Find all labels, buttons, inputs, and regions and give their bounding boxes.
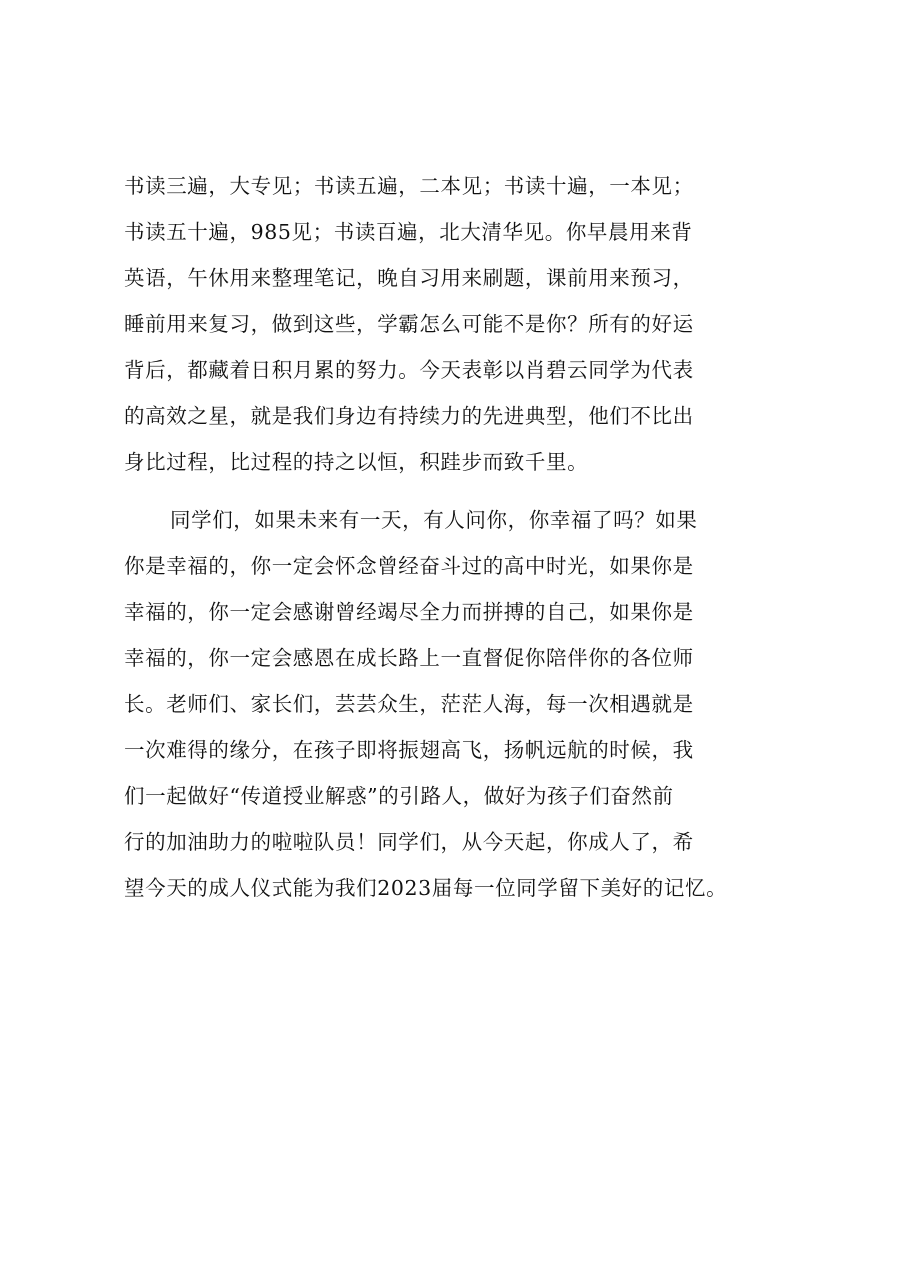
text-line: 幸福的，你一定会感谢曾经竭尽全力而拼搏的自己，如果你是	[124, 600, 694, 624]
text-line: 行的加油助力的啦啦队员！同学们，从今天起，你成人了，希	[124, 830, 694, 854]
text-line: 背后，都藏着日积月累的努力。今天表彰以肖碧云同学为代表	[124, 358, 694, 382]
text-line: 一次难得的缘分，在孩子即将振翅高飞，扬帆远航的时候，我	[124, 738, 694, 762]
text-line: 的高效之星，就是我们身边有持续力的先进典型，他们不比出	[124, 404, 694, 428]
text-line: 们一起做好“传道授业解惑”的引路人，做好为孩子们奋然前	[124, 784, 674, 808]
text-line: 英语，午休用来整理笔记，晚自习用来刷题，课前用来预习，	[124, 266, 694, 290]
text-line: 长。老师们、家长们，芸芸众生，茫茫人海，每一次相遇就是	[124, 692, 694, 716]
text-line: 身比过程，比过程的持之以恒，积跬步而致千里。	[124, 450, 589, 474]
text-line: 睡前用来复习，做到这些，学霸怎么可能不是你？所有的好运	[124, 312, 694, 336]
text-line: 望今天的成人仪式能为我们2023届每一位同学留下美好的记忆。	[124, 876, 728, 900]
text-line: 书读三遍，大专见；书读五遍，二本见；书读十遍，一本见；	[124, 174, 694, 198]
text-line: 幸福的，你一定会感恩在成长路上一直督促你陪伴你的各位师	[124, 646, 694, 670]
paragraph-first-line: 同学们，如果未来有一天，有人问你，你幸福了吗？如果	[170, 508, 698, 532]
text-line: 书读五十遍，985见；书读百遍，北大清华见。你早晨用来背	[124, 220, 693, 244]
text-line: 你是幸福的，你一定会怀念曾经奋斗过的高中时光，如果你是	[124, 554, 694, 578]
